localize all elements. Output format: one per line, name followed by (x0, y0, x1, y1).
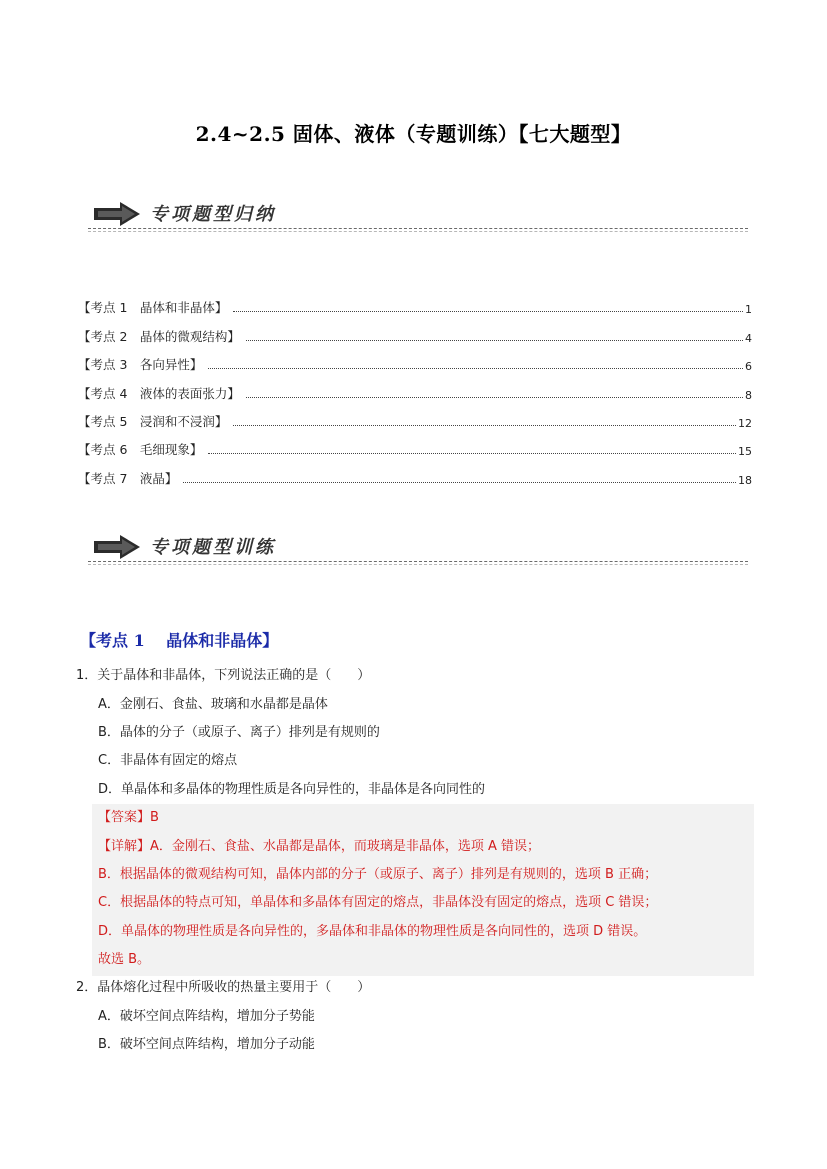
explanation-line: D．单晶体的物理性质是各向异性的，多晶体和非晶体的物理性质是各向同性的，选项 D 错误。 (98, 924, 647, 939)
question-option: B．晶体的分子（或原子、离子）排列是有规则的 (98, 725, 380, 740)
toc-leader (208, 367, 743, 369)
section-banner-summary (88, 198, 748, 234)
divider (88, 564, 748, 565)
toc-row[interactable] (78, 316, 752, 344)
explanation-line: 故选 B。 (98, 952, 151, 967)
toc-leader (233, 424, 736, 426)
question-option: D．单晶体和多晶体的物理性质是各向异性的，非晶体是各向同性的 (98, 782, 486, 797)
toc-row[interactable] (78, 430, 752, 458)
question-option: A．破坏空间点阵结构，增加分子势能 (98, 1009, 315, 1024)
toc-label: 【考点 7 液晶】 (78, 470, 178, 486)
toc-label: 【考点 3 各向异性】 (78, 357, 203, 373)
toc-leader (246, 339, 743, 341)
toc-page: 18 (738, 473, 752, 487)
question-option: C．非晶体有固定的熔点 (98, 753, 238, 768)
toc-leader (183, 481, 736, 483)
toc-label: 【考点 5 浸润和不浸润】 (78, 413, 228, 429)
toc-row[interactable] (78, 402, 752, 430)
answer-line: 【答案】B (98, 810, 159, 825)
divider (88, 231, 748, 232)
explanation-line: 【详解】A．金刚石、食盐、水晶都是晶体，而玻璃是非晶体，选项 A 错误； (98, 839, 541, 854)
banner-title: 专项题型训练 (150, 537, 276, 558)
toc-page: 1 (745, 303, 752, 317)
page-title: 2.4~2.5 固体、液体（专题训练）【七大题型】 (195, 122, 632, 146)
toc-page: 12 (738, 416, 752, 430)
toc-row[interactable] (78, 345, 752, 373)
toc-label: 【考点 1 晶体和非晶体】 (78, 300, 228, 316)
question-stem: 1．关于晶体和非晶体，下列说法正确的是（ ） (76, 668, 371, 683)
toc-row[interactable] (78, 458, 752, 486)
toc-page: 15 (738, 445, 752, 459)
explanation-line: B．根据晶体的微观结构可知，晶体内部的分子（或原子、离子）排列是有规则的，选项 B 正确； (98, 867, 658, 882)
explanation-line: C．根据晶体的特点可知，单晶体和多晶体有固定的熔点，非晶体没有固定的熔点，选项 C 错误； (98, 895, 658, 910)
toc-page: 6 (745, 360, 752, 374)
section-heading: 【考点 1 晶体和非晶体】 (80, 631, 279, 650)
question-option: A．金刚石、食盐、玻璃和水晶都是晶体 (98, 697, 328, 712)
banner-title: 专项题型归纳 (150, 204, 276, 225)
table-of-contents (78, 288, 752, 487)
toc-leader (246, 396, 743, 398)
divider (88, 228, 748, 229)
toc-row[interactable] (78, 288, 752, 316)
question-stem: 2．晶体熔化过程中所吸收的热量主要用于（ ） (76, 980, 371, 995)
toc-leader (208, 452, 736, 454)
toc-leader (233, 310, 743, 312)
answer-panel (92, 804, 754, 976)
arrow-icon (94, 535, 140, 559)
arrow-icon (94, 202, 140, 226)
toc-label: 【考点 4 液体的表面张力】 (78, 385, 240, 401)
toc-row[interactable] (78, 373, 752, 401)
toc-page: 4 (745, 331, 752, 345)
divider (88, 561, 748, 562)
section-banner-training (88, 531, 748, 567)
toc-label: 【考点 2 晶体的微观结构】 (78, 328, 240, 344)
toc-label: 【考点 6 毛细现象】 (78, 442, 203, 458)
toc-page: 8 (745, 388, 752, 402)
question-option: B．破坏空间点阵结构，增加分子动能 (98, 1037, 315, 1052)
